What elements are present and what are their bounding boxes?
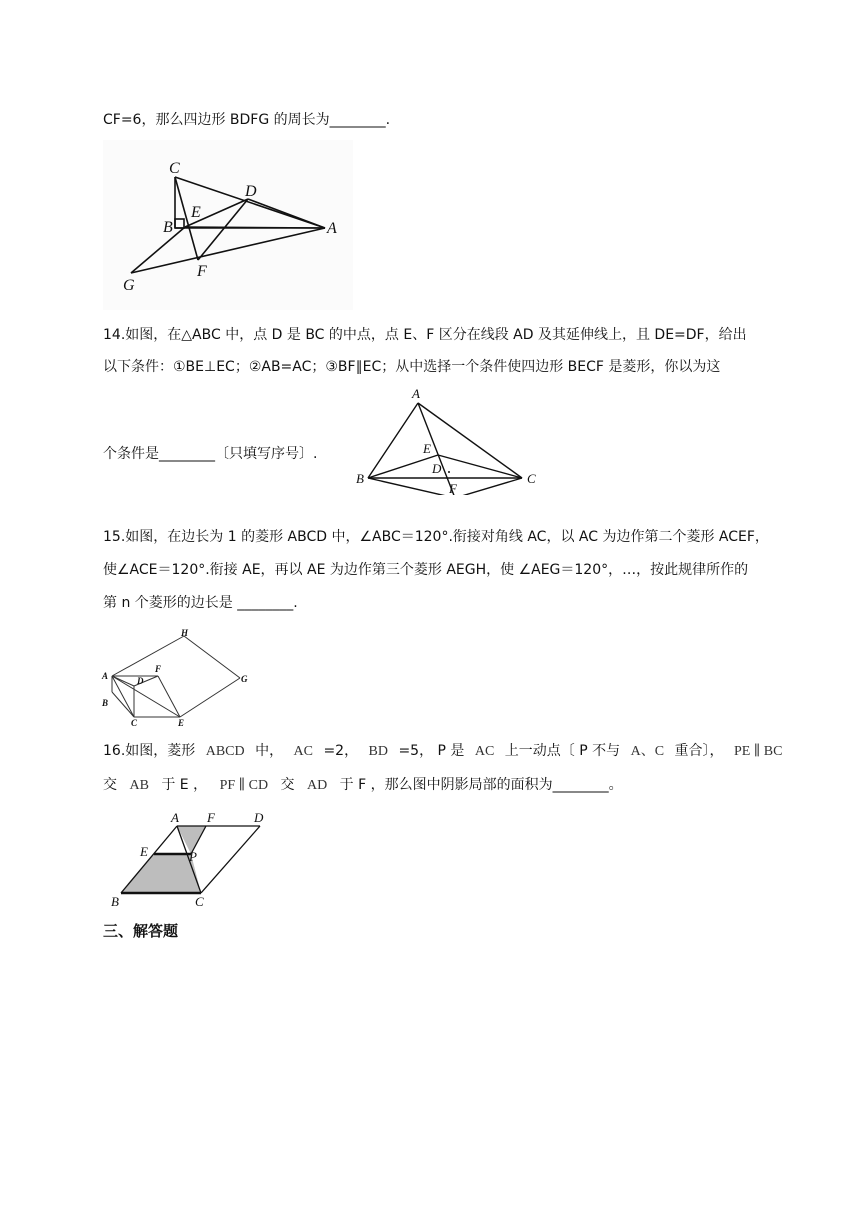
q16-text-1: 16.如图，菱形 <box>103 743 196 759</box>
q16-math-ad: AD <box>306 778 328 793</box>
q16-math-pf-cd: PF ∥ CD <box>219 778 269 793</box>
q16-math-ab: AB <box>129 778 149 793</box>
fig13-label-e: E <box>191 204 201 221</box>
q14-line-2: 以下条件：①BE⊥EC；②AB=AC；③BF∥EC；从中选择一个条件使四边形 BECF 是菱形，你以为这 <box>103 359 721 375</box>
section-heading: 三、解答题 <box>103 922 179 940</box>
fig15-label-c: C <box>131 718 138 728</box>
q14-line-3: 个条件是________〔只填写序号〕. <box>103 446 318 462</box>
q16-math-ac-2: AC <box>474 744 495 759</box>
fig14-label-b: B <box>356 471 364 486</box>
fig16-label-e: E <box>140 844 148 859</box>
figure-16 <box>105 808 280 913</box>
q16-math-abcd: ABCD <box>205 744 245 759</box>
fig13-label-c: C <box>169 160 180 177</box>
q16-text-3: =2， <box>323 743 359 759</box>
fig14-label-a: A <box>412 386 420 401</box>
q16-text-5: 上一动点〔 P 不与 <box>504 743 621 759</box>
fig13-label-d: D <box>245 183 257 200</box>
fig16-label-a: A <box>171 810 179 825</box>
q16-text-2: 中， <box>255 743 284 759</box>
fig16-label-d: D <box>254 810 264 825</box>
fig13-label-f: F <box>197 263 207 280</box>
q16-text-7: 交 <box>103 777 117 793</box>
q14-line-1: 14.如图，在△ABC 中，点 D 是 BC 的中点，点 E、F 区分在线段 AD 及其延伸线上，且 DE=DF，给出 <box>103 327 747 343</box>
q16-math-pe-bc: PE ∥ BC <box>733 744 783 759</box>
fig13-label-g: G <box>123 277 135 294</box>
q16-line-2 <box>103 776 623 795</box>
figure-13 <box>103 140 353 310</box>
fig15-label-b: B <box>102 698 109 708</box>
q15-line-1: 15.如图，在边长为 1 的菱形 ABCD 中，∠ABC＝120°.衔接对角线 AC，以 AC 为边作第二个菱形 ACEF， <box>103 529 769 545</box>
fig14-label-e: E <box>423 441 431 456</box>
fig16-label-f: F <box>207 810 215 825</box>
q16-math-ac: AC <box>293 744 313 759</box>
fig14-label-d: D <box>432 461 442 476</box>
q16-line-1 <box>103 742 782 761</box>
fig15-label-a: A <box>102 671 109 681</box>
fig16-label-b: B <box>111 894 119 909</box>
q16-text-9: 交 <box>280 777 295 793</box>
figure-15 <box>100 628 260 728</box>
q16-math-a-c: A、C <box>630 744 665 759</box>
q16-text-10: 于 F ，那么图中阴影局部的面积为________。 <box>339 777 623 793</box>
fig15-label-f: F <box>155 664 162 674</box>
fig14-label-c: C <box>527 471 536 486</box>
fig15-label-d: D <box>137 676 144 686</box>
q16-text-6: 重合〕， <box>674 743 724 759</box>
q16-math-bd: BD <box>368 744 388 759</box>
fig16-label-c: C <box>195 894 204 909</box>
figure-14 <box>350 385 550 495</box>
fig15-label-e: E <box>178 718 185 728</box>
q15-line-2: 使∠ACE＝120°.衔接 AE，再以 AE 为边作第三个菱形 AEGH，使 ∠AEG＝120°，…，按此规律所作的 <box>103 562 749 578</box>
q16-text-4: =5， P 是 <box>398 743 465 759</box>
fig13-label-a: A <box>327 220 337 237</box>
fig16-label-p: P <box>189 849 197 864</box>
fig14-label-f: F <box>449 481 457 495</box>
q15-line-3: 第 n 个菱形的边长是 ________. <box>103 595 298 611</box>
q16-text-8: 于 E ， <box>161 777 208 793</box>
fig15-label-g: G <box>241 674 248 684</box>
q13-line-1: CF=6，那么四边形 BDFG 的周长为________. <box>103 112 391 128</box>
fig15-label-h: H <box>181 628 189 638</box>
fig13-label-b: B <box>163 219 173 236</box>
